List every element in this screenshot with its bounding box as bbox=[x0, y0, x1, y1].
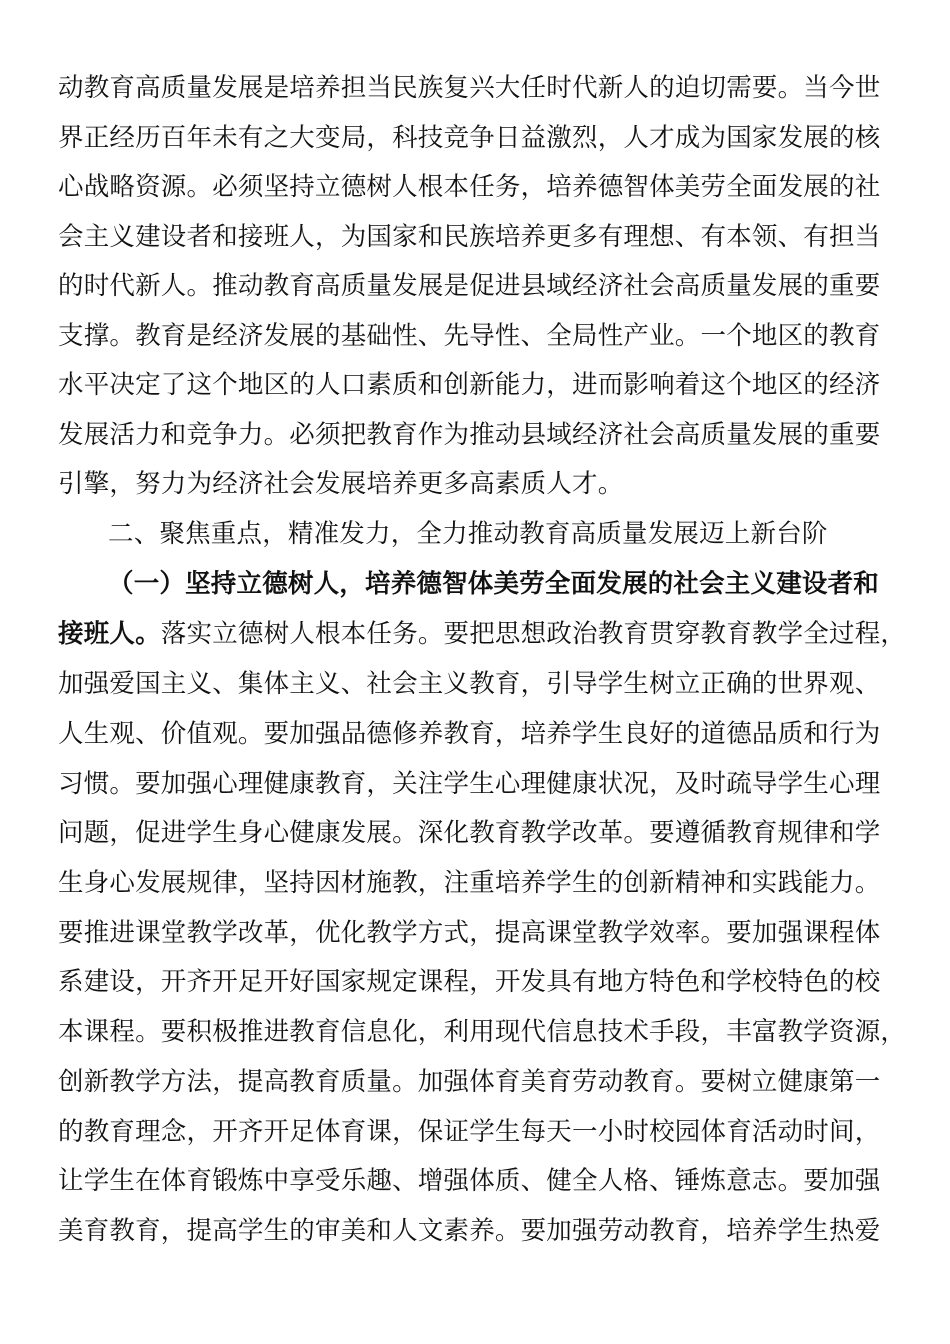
paragraph-line: 人生观、价值观。要加强品德修养教育，培养学生良好的道德品质和行为 bbox=[58, 719, 881, 749]
paragraph-line: 创新教学方法，提高教育质量。加强体育美育劳动教育。要树立健康第一 bbox=[58, 1067, 881, 1097]
paragraph-line bbox=[58, 610, 907, 658]
subsection-heading-end: 接班人。 bbox=[58, 619, 161, 649]
paragraph-line: 加强爱国主义、集体主义、社会主义教育，引导学生树立正确的世界观、 bbox=[58, 669, 881, 699]
paragraph-line: 系建设，开齐开足开好国家规定课程，开发具有地方特色和学校特色的校 bbox=[58, 967, 881, 997]
paragraph-text: 落实立德树人根本任务。要把思想政治教育贯穿教育教学全过程， bbox=[160, 619, 907, 649]
paragraph-line: 界正经历百年未有之大变局，科技竞争日益激烈，人才成为国家发展的核 bbox=[58, 123, 881, 153]
paragraph-line: 要推进课堂教学改革，优化教学方式，提高课堂教学效率。要加强课程体 bbox=[58, 918, 881, 948]
paragraph-line: 的时代新人。推动教育高质量发展是促进县域经济社会高质量发展的重要 bbox=[58, 271, 881, 301]
paragraph-line: 动教育高质量发展是培养担当民族复兴大任时代新人的迫切需要。当今世 bbox=[58, 73, 881, 103]
paragraph-line: 心战略资源。必须坚持立德树人根本任务，培养德智体美劳全面发展的社 bbox=[58, 172, 881, 202]
paragraph-line: 的教育理念，开齐开足体育课，保证学生每天一小时校园体育活动时间， bbox=[58, 1117, 881, 1147]
paragraph-line: 问题，促进学生身心健康发展。深化教育教学改革。要遵循教育规律和学 bbox=[58, 818, 881, 848]
paragraph-line: 美育教育，提高学生的审美和人文素养。要加强劳动教育，培养学生热爱 bbox=[58, 1216, 881, 1246]
paragraph-line: 发展活力和竞争力。必须把教育作为推动县域经济社会高质量发展的重要 bbox=[58, 420, 881, 450]
paragraph-line: 本课程。要积极推进教育信息化，利用现代信息技术手段，丰富教学资源， bbox=[58, 1017, 907, 1047]
subsection-heading: （一）坚持立德树人，培养德智体美劳全面发展的社会主义建设者和 bbox=[108, 569, 880, 599]
paragraph-line: 水平决定了这个地区的人口素质和创新能力，进而影响着这个地区的经济 bbox=[58, 370, 881, 400]
paragraph-line: 会主义建设者和接班人，为国家和民族培养更多有理想、有本领、有担当 bbox=[58, 222, 881, 252]
paragraph-line: 习惯。要加强心理健康教育，关注学生心理健康状况，及时疏导学生心理 bbox=[58, 769, 881, 799]
paragraph-line: 生身心发展规律，坚持因材施教，注重培养学生的创新精神和实践能力。 bbox=[58, 868, 881, 898]
section-heading: 二、聚焦重点，精准发力，全力推动教育高质量发展迈上新台阶 bbox=[108, 519, 828, 549]
paragraph-line: 引擎，努力为经济社会发展培养更多高素质人才。 bbox=[58, 469, 624, 499]
paragraph-line: 让学生在体育锻炼中享受乐趣、增强体质、健全人格、锤炼意志。要加强 bbox=[58, 1166, 881, 1196]
paragraph-line: 支撑。教育是经济发展的基础性、先导性、全局性产业。一个地区的教育 bbox=[58, 321, 881, 351]
